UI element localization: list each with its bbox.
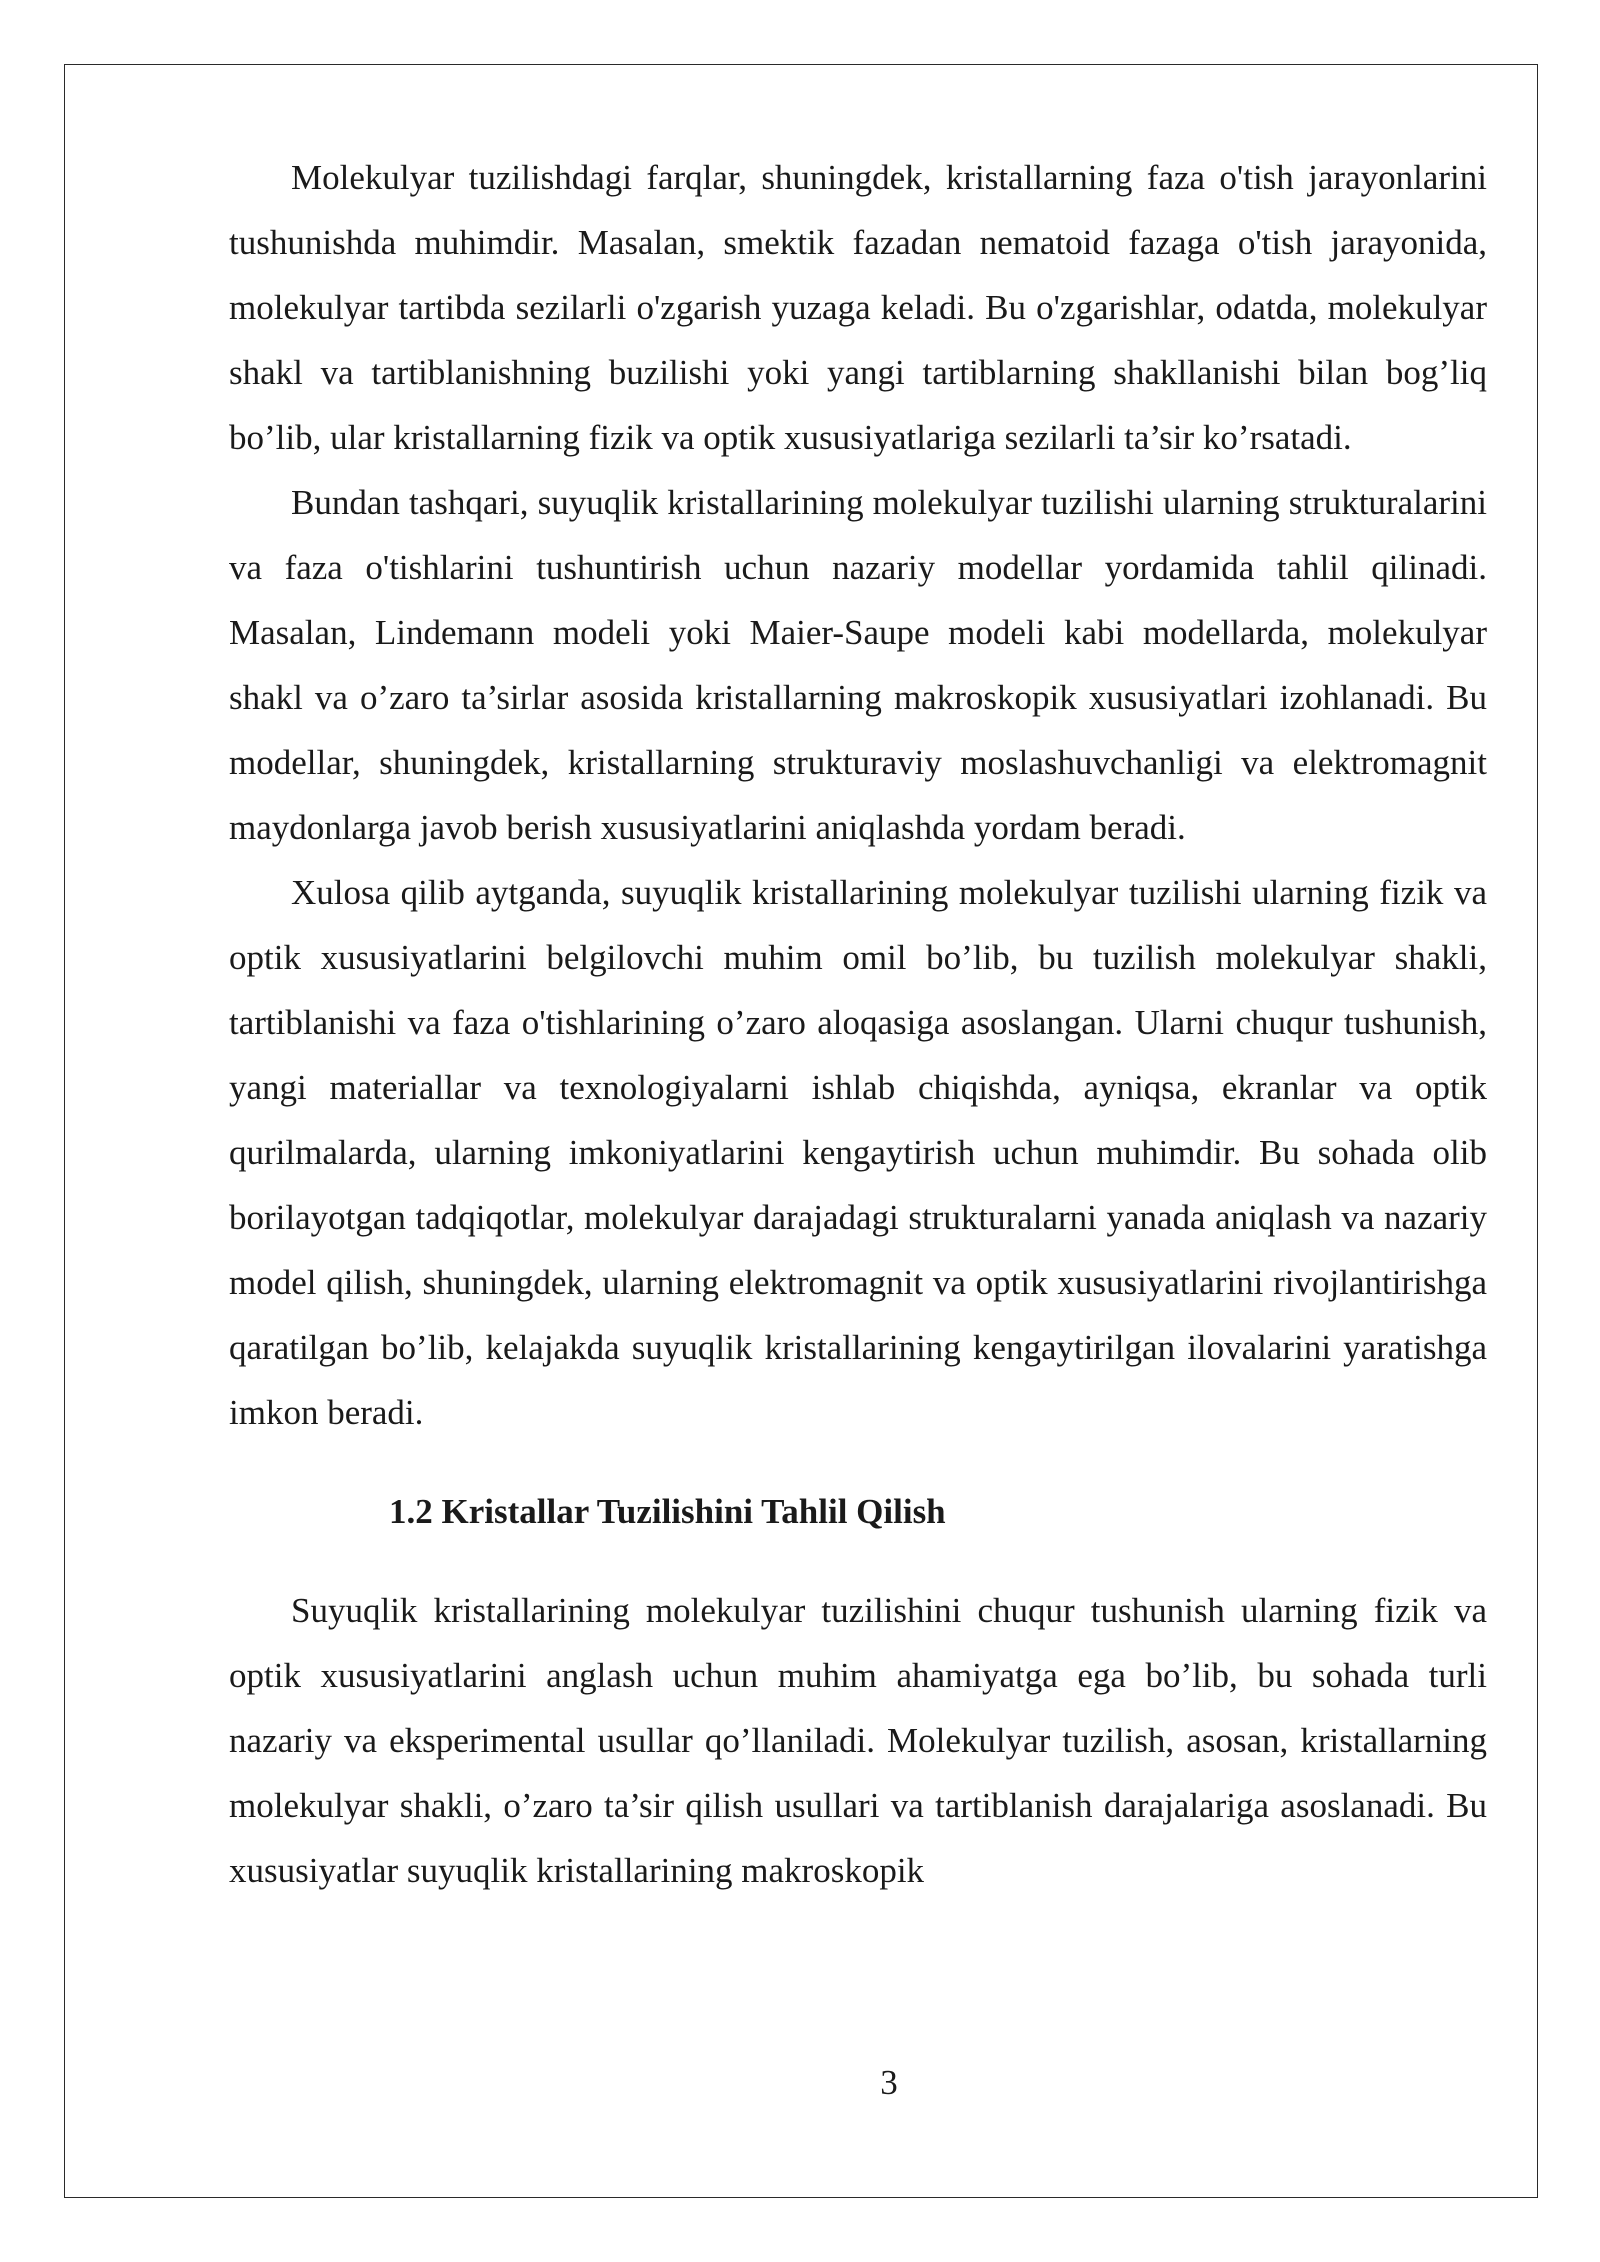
body-paragraph-continued: Suyuqlik kristallarining molekulyar tuzilishini chuqur tushunish ularning fizik va optik xususiyatlarini anglash uchun muhim ahamiyatga ega bo’lib, bu sohada turli nazariy va eksperimental usullar qo’llaniladi. Molekulyar tuzilish, asosan, kristallarning molekulyar shakli, o’zaro ta’sir qilish usullari va tartiblanish darajalariga asoslanadi. Bu xususiyatlar suyuqlik kristallarining makroskopik (229, 1591, 1487, 1890)
page-content (229, 145, 1487, 1903)
page-number: 3 (880, 2063, 898, 2102)
body-paragraph: Bundan tashqari, suyuqlik kristallarining molekulyar tuzilishi ularning strukturalarini va faza o'tishlarini tushuntirish uchun nazariy modellar yordamida tahlil qilinadi. Masalan, Lindemann modeli yoki Maier-Saupe modeli kabi modellarda, molekulyar shakl va o’zaro ta’sirlar asosida kristallarning makroskopik xususiyatlari izohlanadi. Bu modellar, shuningdek, kristallarning strukturaviy moslashuvchanligi va elektromagnit maydonlarga javob berish xususiyatlarini aniqlashda yordam beradi. (229, 483, 1487, 847)
section-heading: 1.2 Kristallar Tuzilishini Tahlil Qilish (389, 1492, 946, 1531)
body-paragraph: Molekulyar tuzilishdagi farqlar, shuningdek, kristallarning faza o'tish jarayonlarini tushunishda muhimdir. Masalan, smektik fazadan nematoid fazaga o'tish jarayonida, molekulyar tartibda sezilarli o'zgarish yuzaga keladi. Bu o'zgarishlar, odatda, molekulyar shakl va tartiblanishning buzilishi yoki yangi tartiblarning shakllanishi bilan bog’liq bo’lib, ular kristallarning fizik va optik xususiyatlariga sezilarli ta’sir ko’rsatadi. (229, 158, 1487, 457)
body-paragraph: Xulosa qilib aytganda, suyuqlik kristallarining molekulyar tuzilishi ularning fizik va optik xususiyatlarini belgilovchi muhim omil bo’lib, bu tuzilish molekulyar shakli, tartiblanishi va faza o'tishlarining o’zaro aloqasiga asoslangan. Ularni chuqur tushunish, yangi materiallar va texnologiyalarni ishlab chiqishda, ayniqsa, ekranlar va optik qurilmalarda, ularning imkoniyatlarini kengaytirish uchun muhimdir. Bu sohada olib borilayotgan tadqiqotlar, molekulyar darajadagi strukturalarni yanada aniqlash va nazariy model qilish, shuningdek, ularning elektromagnit va optik xususiyatlarini rivojlantirishga qaratilgan bo’lib, kelajakda suyuqlik kristallarining kengaytirilgan ilovalarini yaratishga imkon beradi. (229, 873, 1487, 1432)
